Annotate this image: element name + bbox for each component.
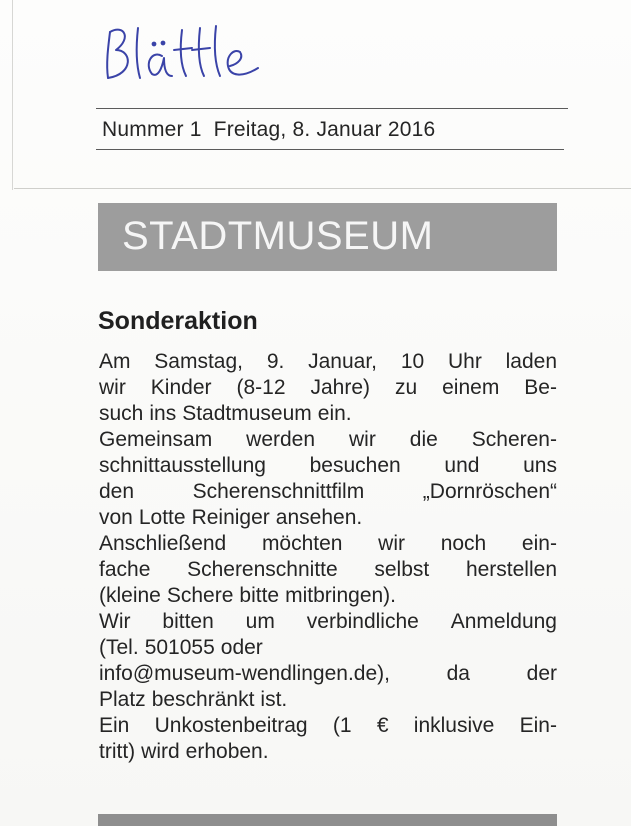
article-line — [99, 401, 557, 427]
article-word: noch — [440, 532, 487, 555]
article-line — [99, 453, 557, 479]
article-line — [99, 505, 557, 531]
article-word: € — [376, 714, 389, 737]
article-word: oder — [220, 636, 263, 659]
article-word: Ein — [99, 714, 130, 737]
article-word: 10 — [400, 350, 425, 373]
article-line — [99, 739, 557, 765]
article-word: (kleine — [99, 584, 161, 607]
handwritten-note — [96, 20, 266, 90]
article-word: ein- — [521, 532, 557, 555]
article-word: Scherenschnittfilm — [192, 480, 365, 503]
article-word: wir — [349, 428, 376, 451]
article-word: Samstag, — [154, 350, 244, 373]
article-word: den — [99, 480, 135, 503]
article-word: Stadtmuseum — [182, 402, 312, 425]
article-line — [99, 375, 557, 401]
article-line — [99, 557, 557, 583]
article-word: Reiniger — [191, 506, 270, 529]
article-word: Be- — [524, 376, 557, 399]
article-word: Ein- — [519, 714, 557, 737]
article-line — [99, 583, 557, 609]
article-word: (8-12 — [236, 376, 286, 399]
article-heading: Sonderaktion — [98, 307, 258, 335]
article-word: und — [444, 454, 480, 477]
masthead-rule — [96, 149, 564, 150]
article-word: „Dornröschen“ — [422, 480, 557, 503]
issue-date: Freitag, 8. Januar 2016 — [213, 118, 436, 141]
article-word: Gemeinsam — [99, 428, 213, 451]
article-word: laden — [505, 350, 557, 373]
article-line — [99, 427, 557, 453]
article-word: herstellen — [465, 558, 557, 581]
article-word: Schere — [166, 584, 234, 607]
article-word: verbindliche — [306, 610, 419, 633]
article-word: schnittausstellung — [99, 454, 266, 477]
article-word: wir — [378, 532, 405, 555]
article-word: die — [409, 428, 438, 451]
article-line — [99, 661, 557, 687]
article-body — [99, 349, 557, 765]
article-word: wir — [99, 376, 126, 399]
article-word: info@museum-wendlingen.de), — [99, 662, 390, 685]
article-word: besuchen — [309, 454, 401, 477]
article-word: 501055 — [144, 636, 215, 659]
article-word: da — [446, 662, 470, 685]
section-banner — [98, 203, 557, 271]
article-word: Am — [99, 350, 131, 373]
article-word: Anmeldung — [450, 610, 557, 633]
article-line — [99, 635, 557, 661]
article-word: wird — [141, 740, 180, 763]
article-word: Kinder — [150, 376, 212, 399]
clipping-border — [14, 188, 631, 189]
article-line — [99, 609, 557, 635]
article-word: Jahre) — [310, 376, 370, 399]
article-word: bitte — [239, 584, 280, 607]
article-word: such — [99, 402, 144, 425]
article-word: 9. — [266, 350, 285, 373]
article-line — [99, 349, 557, 375]
article-word: ist. — [260, 688, 288, 711]
article-word: um — [245, 610, 275, 633]
article-word: ansehen. — [275, 506, 363, 529]
article-word: Platz — [99, 688, 146, 711]
article-word: (1 — [332, 714, 352, 737]
top-rule — [96, 108, 568, 109]
article-word: erhoben. — [185, 740, 269, 763]
article-word: selbst — [374, 558, 430, 581]
article-word: tritt) — [99, 740, 136, 763]
article-line — [99, 531, 557, 557]
article-word: (Tel. — [99, 636, 139, 659]
article-word: beschränkt — [151, 688, 255, 711]
article-word: Scherenschnitte — [187, 558, 338, 581]
article-word: inklusive — [413, 714, 495, 737]
article-word: Januar, — [308, 350, 378, 373]
article-word: Lotte — [138, 506, 186, 529]
masthead — [102, 118, 435, 142]
article-word: einem — [442, 376, 500, 399]
article-word: ins — [149, 402, 177, 425]
article-word: Unkostenbeitrag — [154, 714, 308, 737]
article-word: fache — [99, 558, 151, 581]
article-word: Wir — [99, 610, 131, 633]
next-section-banner — [98, 814, 557, 826]
article-word: möchten — [261, 532, 343, 555]
article-word: zu — [394, 376, 418, 399]
article-word: Scheren- — [471, 428, 557, 451]
article-word: der — [526, 662, 557, 685]
article-word: uns — [523, 454, 557, 477]
clipping-edge — [12, 0, 13, 190]
article-word: Anschließend — [99, 532, 227, 555]
article-word: werden — [246, 428, 316, 451]
article-line — [99, 687, 557, 713]
article-line — [99, 479, 557, 505]
article-word: Uhr — [447, 350, 482, 373]
article-word: von — [99, 506, 133, 529]
issue-number: Nummer 1 — [102, 118, 202, 141]
article-word: bitten — [162, 610, 214, 633]
article-line — [99, 713, 557, 739]
section-title: STADTMUSEUM — [122, 214, 434, 258]
article-word: ein. — [317, 402, 352, 425]
article-word: mitbringen). — [285, 584, 397, 607]
